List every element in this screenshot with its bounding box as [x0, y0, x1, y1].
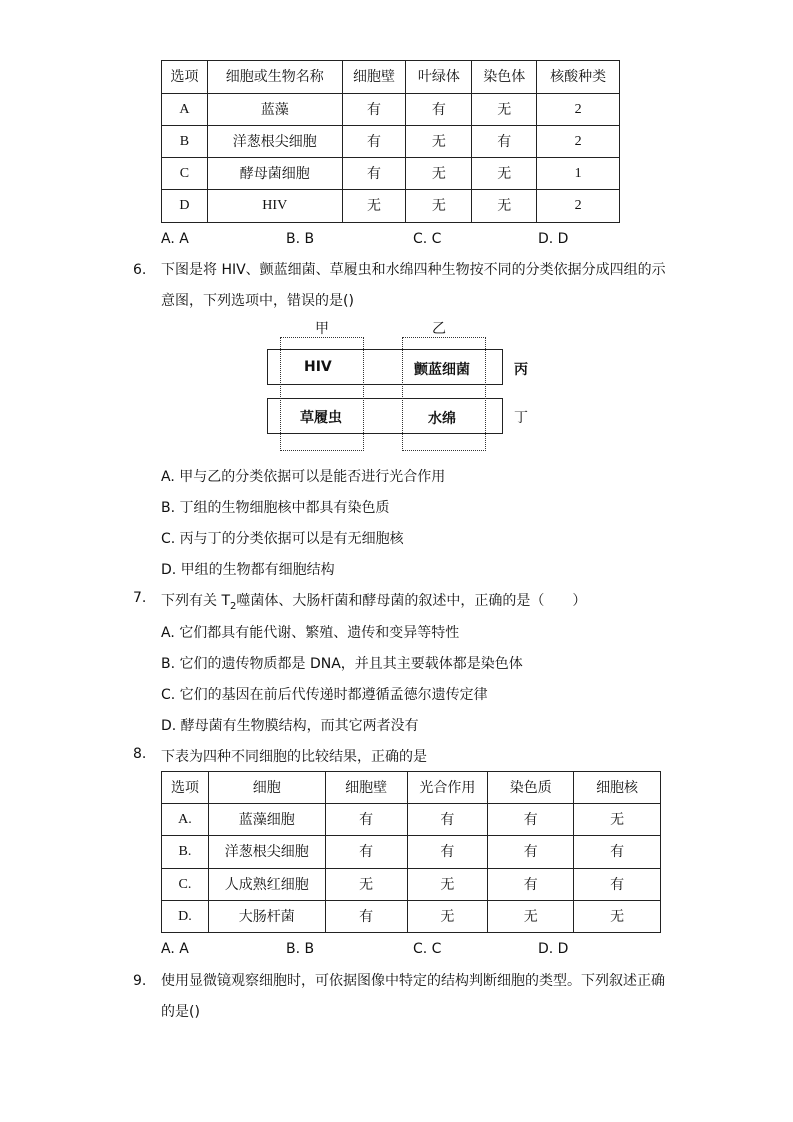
question-number: 9.: [133, 973, 147, 989]
table-cell: 酵母菌细胞: [207, 158, 342, 190]
table-header: 选项: [162, 61, 208, 94]
table-cell: 洋葱根尖细胞: [207, 126, 342, 158]
organism-cyanobacteria: 颤蓝细菌: [414, 362, 470, 378]
question-line: 意图，下列选项中，错误的是(): [161, 293, 354, 309]
table-cell: 有: [574, 836, 661, 869]
table-cell: 1: [537, 158, 620, 190]
table-cell: 无: [472, 158, 537, 190]
organism-spirogyra: 水绵: [428, 411, 456, 427]
table-cell: 有: [342, 94, 406, 126]
table-cell: 2: [537, 126, 620, 158]
table-cell: B.: [162, 836, 209, 869]
table-row: [162, 836, 661, 869]
table-cell: 有: [407, 804, 488, 836]
table-cell: 有: [488, 836, 574, 869]
table-cell: 有: [325, 901, 407, 933]
organism-hiv: HIV: [304, 359, 332, 375]
table-cell: 洋葱根尖细胞: [208, 836, 325, 869]
question-line: 下图是将 HIV、颤蓝细菌、草履虫和水绵四种生物按不同的分类依据分成四组的示: [161, 262, 666, 278]
table-cell: B: [162, 126, 208, 158]
table-cell: 无: [472, 94, 537, 126]
table-cell: C: [162, 158, 208, 190]
table-header-row: [162, 61, 620, 94]
table-cell: 有: [325, 836, 407, 869]
question-number: 6.: [133, 262, 147, 278]
table-cell: 无: [472, 190, 537, 223]
table-cell: C.: [162, 869, 209, 901]
question-line: 使用显微镜观察细胞时，可依据图像中特定的结构判断细胞的类型。下列叙述正确: [161, 973, 665, 989]
answer-choice-c[interactable]: C. C: [413, 231, 442, 247]
answer-choice-b[interactable]: B. B: [286, 231, 315, 247]
table-header-row: [162, 772, 661, 804]
q7-option-b[interactable]: B. 它们的遗传物质都是 DNA，并且其主要载体都是染色体: [161, 656, 523, 672]
table-header: 细胞壁: [342, 61, 406, 94]
table-cell: 无: [574, 901, 661, 933]
table-cell: 无: [406, 126, 472, 158]
table-header: 光合作用: [407, 772, 488, 804]
classification-diagram: [260, 318, 550, 453]
table-cell: 2: [537, 94, 620, 126]
q6-option-d[interactable]: D. 甲组的生物都有细胞结构: [161, 562, 335, 578]
table-cell: 有: [407, 836, 488, 869]
subscript-2: 2: [230, 600, 237, 612]
table-header: 选项: [162, 772, 209, 804]
table-header: 叶绿体: [406, 61, 472, 94]
q7-option-a[interactable]: A. 它们都具有能代谢、繁殖、遗传和变异等特性: [161, 625, 460, 641]
label-ding: 丁: [514, 410, 528, 426]
cell-comparison-table-1: [161, 60, 620, 223]
label-bing: 丙: [514, 362, 528, 378]
table-cell: 有: [342, 126, 406, 158]
table-cell: 无: [574, 804, 661, 836]
table-cell: 2: [537, 190, 620, 223]
question-text: 下表为四种不同细胞的比较结果，正确的是: [161, 749, 427, 765]
table-cell: A.: [162, 804, 209, 836]
table-cell: 人成熟红细胞: [208, 869, 325, 901]
table-row: [162, 901, 661, 933]
table-cell: 无: [407, 869, 488, 901]
organism-paramecium: 草履虫: [300, 410, 342, 426]
table-cell: 有: [574, 869, 661, 901]
table-cell: 有: [488, 869, 574, 901]
table-cell: 无: [406, 158, 472, 190]
label-jia: 甲: [315, 321, 329, 337]
table-cell: D: [162, 190, 208, 223]
table-cell: 无: [488, 901, 574, 933]
table-row: [162, 94, 620, 126]
table-cell: 有: [488, 804, 574, 836]
question-text-part: 下列有关 T: [161, 593, 231, 609]
table-cell: 无: [406, 190, 472, 223]
q6-option-b[interactable]: B. 丁组的生物细胞核中都具有染色质: [161, 500, 390, 516]
question-text: [161, 966, 671, 1028]
question-text: [161, 255, 671, 317]
table-row: [162, 126, 620, 158]
question-number: 7.: [133, 590, 147, 606]
table-cell: D.: [162, 901, 209, 933]
answer-choices-1: [161, 231, 621, 249]
table-row: [162, 158, 620, 190]
table-header: 细胞: [208, 772, 325, 804]
table-cell: 有: [406, 94, 472, 126]
table-cell: A: [162, 94, 208, 126]
table-cell: 大肠杆菌: [208, 901, 325, 933]
q6-option-a[interactable]: A. 甲与乙的分类依据可以是能否进行光合作用: [161, 469, 446, 485]
table-row: [162, 869, 661, 901]
table-cell: 蓝藻: [207, 94, 342, 126]
answer-choice-a[interactable]: A. A: [161, 941, 189, 957]
table-header: 细胞壁: [325, 772, 407, 804]
answer-choice-b[interactable]: B. B: [286, 941, 315, 957]
answer-choice-d[interactable]: D. D: [538, 941, 569, 957]
table-cell: 有: [342, 158, 406, 190]
table-cell: 蓝藻细胞: [208, 804, 325, 836]
table-header: 染色体: [472, 61, 537, 94]
cell-comparison-table-2: [161, 771, 661, 933]
table-row: [162, 190, 620, 223]
question-line: 的是(): [161, 1004, 200, 1020]
table-row: [162, 804, 661, 836]
table-cell: 无: [407, 901, 488, 933]
q7-option-c[interactable]: C. 它们的基因在前后代传递时都遵循孟德尔遗传定律: [161, 687, 488, 703]
answer-choice-a[interactable]: A. A: [161, 231, 189, 247]
question-text: [161, 590, 586, 612]
question-text-part: 噬菌体、大肠杆菌和酵母菌的叙述中，正确的是（ ）: [236, 593, 587, 609]
answer-choice-d[interactable]: D. D: [538, 231, 569, 247]
table-cell: 无: [342, 190, 406, 223]
table-cell: 有: [325, 804, 407, 836]
table-header: 细胞或生物名称: [207, 61, 342, 94]
q6-option-c[interactable]: C. 丙与丁的分类依据可以是有无细胞核: [161, 531, 404, 547]
table-cell: HIV: [207, 190, 342, 223]
table-header: 染色质: [488, 772, 574, 804]
table-cell: 无: [325, 869, 407, 901]
question-number: 8.: [133, 746, 147, 762]
group-jia-box: [280, 337, 364, 451]
q7-option-d[interactable]: D. 酵母菌有生物膜结构，而其它两者没有: [161, 718, 419, 734]
table-header: 细胞核: [574, 772, 661, 804]
answer-choices-2: [161, 941, 621, 959]
table-header: 核酸种类: [537, 61, 620, 94]
label-yi: 乙: [432, 321, 446, 337]
answer-choice-c[interactable]: C. C: [413, 941, 442, 957]
table-cell: 有: [472, 126, 537, 158]
group-yi-box: [402, 337, 486, 451]
